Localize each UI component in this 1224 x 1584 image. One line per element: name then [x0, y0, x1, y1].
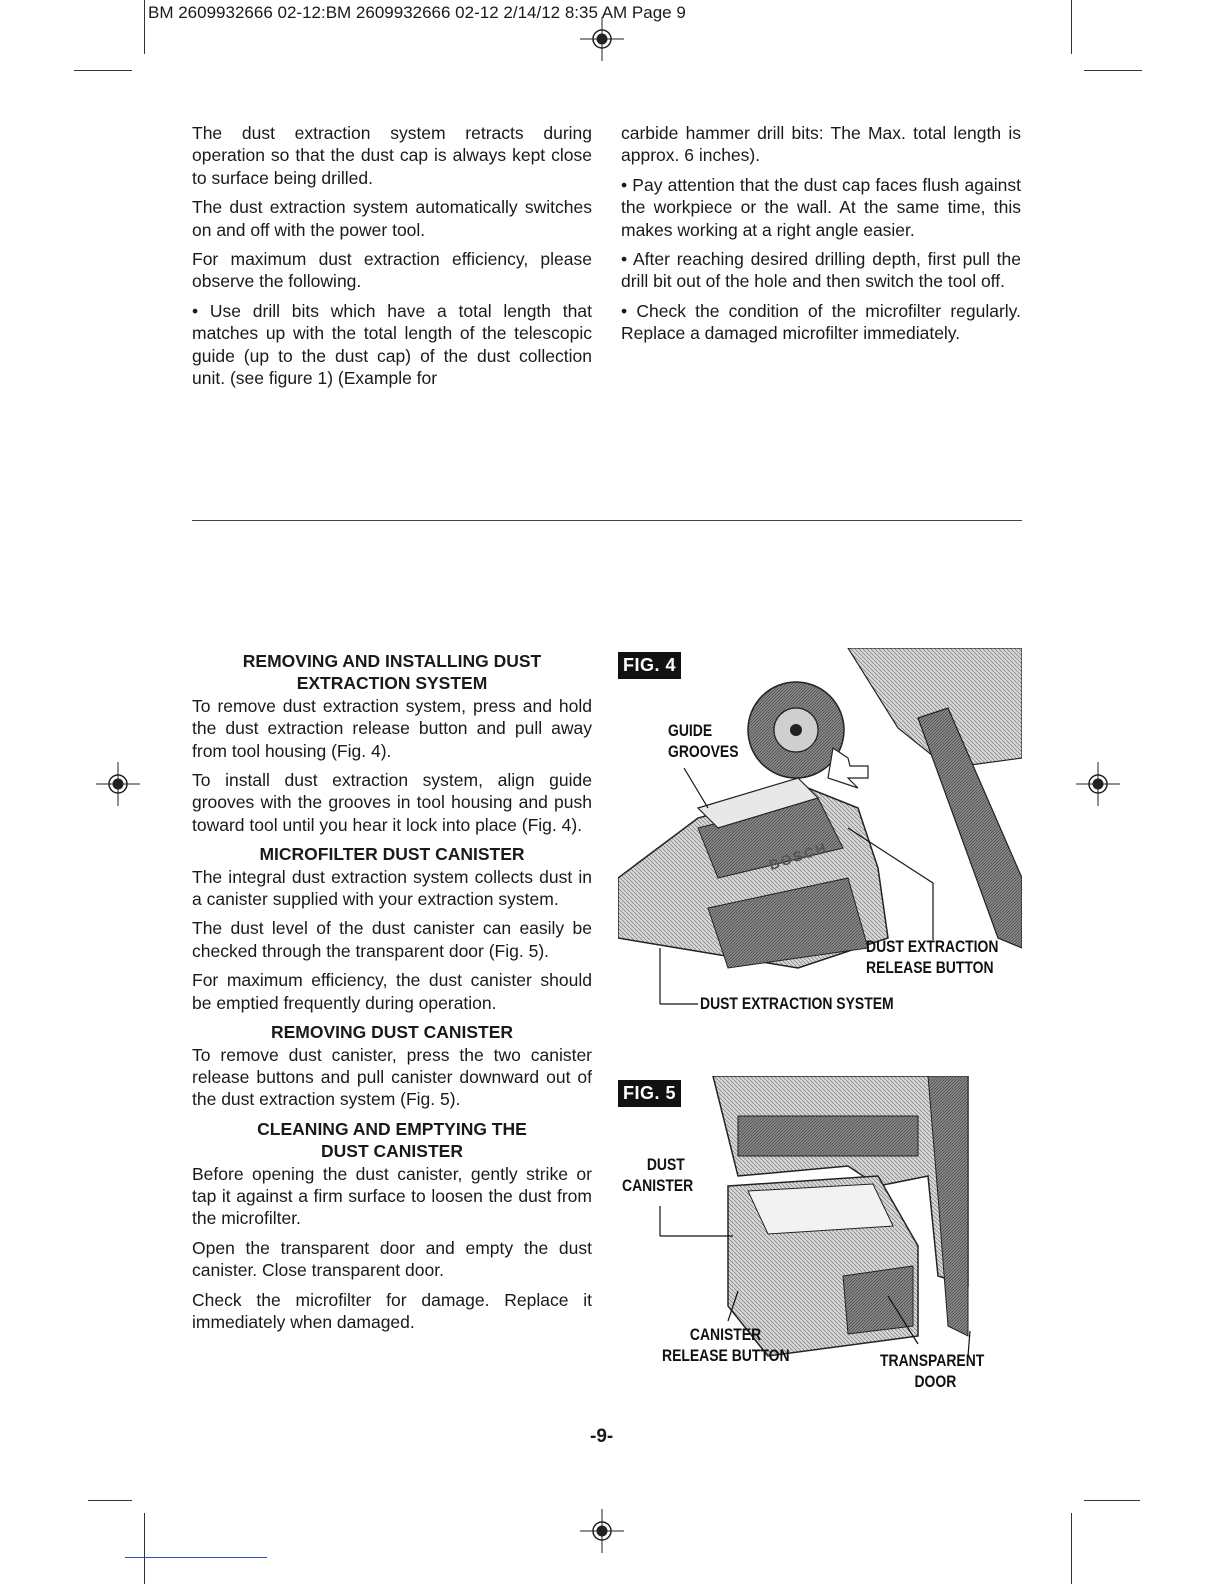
paragraph: Check the microfilter for damage. Replace it immediately when damaged. [192, 1289, 592, 1332]
brand-logo: BOSCH [767, 839, 830, 873]
paragraph: The dust level of the dust canister can easily be checked through the transparent door (Fig. 5). [192, 918, 592, 961]
label-dust-canister: DUST CANISTER [622, 1155, 694, 1195]
crop-mark-top-left-v [144, 0, 145, 54]
heading-removing-canister: REMOVING DUST CANISTER [270, 1022, 514, 1043]
crop-mark-bottom-right-h [1084, 1500, 1140, 1501]
paragraph: To remove dust extraction system, press and hold the dust extraction release button and pull away from tool housing (Fig. 4). [192, 695, 592, 761]
label-dust-extraction-system: DUST EXTRACTION SYSTEM [700, 994, 894, 1013]
registration-mark-bottom-icon [580, 1509, 624, 1553]
top-right-column [621, 122, 1021, 352]
label-canister-release-button: CANISTER RELEASE BUTTON [662, 1325, 790, 1365]
paragraph: carbide hammer drill bits: The Max. total length is approx. 6 inches). [621, 123, 1021, 166]
paragraph: The dust extraction system automatically switches on and off with the power tool. [192, 197, 592, 240]
registration-mark-left-icon [96, 762, 140, 806]
paragraph: To remove dust canister, press the two canister release buttons and pull canister downward out of the dust extraction system (Fig. 5). [192, 1044, 592, 1110]
heading-cleaning: CLEANING AND EMPTYING THE DUST CANISTER [257, 1118, 527, 1162]
print-slug: BM 2609932666 02-12:BM 2609932666 02-12 2/14/12 8:35 AM Page 9 [148, 3, 686, 22]
paragraph: For maximum dust extraction efficiency, please observe the following. [192, 249, 592, 292]
instructions-column [192, 650, 592, 1340]
paragraph: Open the transparent door and empty the dust canister. Close transparent door. [192, 1237, 592, 1281]
fig-4-tag: FIG. 4 [618, 652, 681, 679]
paragraph: To install dust extraction system, align guide grooves with the grooves in tool housing and push toward tool until you hear it lock into place (Fig. 4). [192, 770, 592, 835]
paragraph: • After reaching desired drilling depth, first pull the drill bit out of the hole and then switch the tool off. [621, 249, 1021, 292]
label-transparent-door: TRANSPARENT DOOR [880, 1351, 985, 1391]
paragraph: For maximum efficiency, the dust canister should be emptied frequently during operation. [192, 970, 592, 1013]
top-left-column [192, 122, 592, 396]
crop-mark-top-right-h [1084, 70, 1142, 71]
crop-mark-bottom-left-h [88, 1500, 132, 1501]
link-underline [125, 1557, 267, 1558]
paragraph: Before opening the dust canister, gently strike or tap it against a firm surface to loosen the dust from the microfilter. [192, 1163, 592, 1229]
paragraph: • Use drill bits which have a total length that matches up with the total length of the telescopic guide (up to the dust cap) of the dust collection unit. (see figure 1) (Example for [192, 300, 592, 389]
paragraph: • Pay attention that the dust cap faces flush against the workpiece or the wall. At the same time, this makes working at a right angle easier. [621, 174, 1021, 240]
crop-mark-bottom-right-v [1071, 1513, 1072, 1584]
registration-mark-top-icon [580, 17, 624, 61]
crop-mark-top-left-h [74, 70, 132, 71]
label-guide-grooves: GUIDE GROOVES [668, 721, 739, 761]
label-dust-extraction-release-button: DUST EXTRACTION RELEASE BUTTON [866, 937, 999, 977]
page-number: -9- [590, 1426, 614, 1447]
heading-removing-installing: REMOVING AND INSTALLING DUST EXTRACTION SYSTEM [242, 651, 542, 694]
section-divider [192, 520, 1022, 521]
heading-microfilter: MICROFILTER DUST CANISTER [259, 844, 525, 865]
paragraph: • Check the condition of the microfilter regularly. Replace a damaged microfilter immediately. [621, 300, 1021, 344]
paragraph: The integral dust extraction system collects dust in a canister supplied with your extraction system. [192, 866, 592, 910]
figure-5 [618, 1076, 1022, 1400]
figure-4 [618, 648, 1022, 1018]
paragraph: The dust extraction system retracts during operation so that the dust cap is always kept close to surface being drilled. [192, 123, 592, 188]
fig-5-tag: FIG. 5 [618, 1080, 681, 1107]
crop-mark-bottom-left-v [144, 1513, 145, 1584]
crop-mark-top-right-v [1071, 0, 1072, 54]
registration-mark-right-icon [1076, 762, 1120, 806]
